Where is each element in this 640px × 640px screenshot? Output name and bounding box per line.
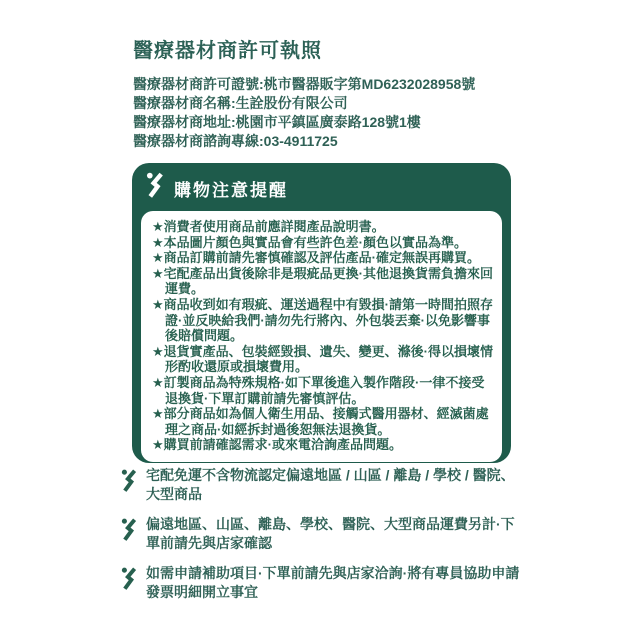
notice-bullet: ★商品訂購前請先審慎確認及評估產品·確定無誤再購買。 xyxy=(152,250,480,266)
note-text: 偏遠地區、山區、離島、學校、醫院、大型商品運費另計·下單前請先與店家確認 xyxy=(146,516,515,551)
notice-panel-header xyxy=(133,164,510,211)
shopping-notice-panel xyxy=(133,164,510,462)
notice-panel-title: 購物注意提醒 xyxy=(174,180,288,200)
shipping-notes xyxy=(121,466,521,613)
license-number-line: 醫療器材商許可證號:桃市醫器販字第MD6232028958號 xyxy=(133,76,476,92)
license-address-line: 醫療器材商地址:桃園市平鎮區廣泰路128號1樓 xyxy=(133,114,421,130)
notice-bullet: ★部分商品如為個人衛生用品、接觸式醫用器材、經滅菌處理之商品·如經拆封過後恕無法退換貨。 xyxy=(152,406,489,437)
license-hotline-line: 醫療器材商諮詢專線:03-4911725 xyxy=(133,133,338,149)
license-info xyxy=(133,75,510,151)
notice-bullet: ★消費者使用商品前應詳閱產品說明書。 xyxy=(152,219,385,234)
note-free-shipping xyxy=(121,466,521,504)
note-remote-area-fee xyxy=(121,515,521,553)
brand-spark-icon xyxy=(121,567,138,596)
notice-bullet-list xyxy=(152,219,494,453)
notice-bullet: ★商品收到如有瑕疵、運送過程中有毀損·請第一時間拍照存證·並反映給我們·請勿先行將內、外包裝丟棄·以免影響事後賠償問題。 xyxy=(152,296,493,344)
notice-bullet: ★本品圖片顏色與實品會有些許色差·顏色以實品為準。 xyxy=(152,234,467,250)
page-title: 醫療器材商許可執照 xyxy=(133,40,322,62)
brand-spark-icon xyxy=(146,172,165,204)
note-subsidy-invoice xyxy=(121,564,521,602)
notice-panel-body xyxy=(141,211,502,462)
brand-spark-icon xyxy=(121,469,138,498)
notice-bullet: ★購買前請確認需求·或來電洽詢產品問題。 xyxy=(152,437,402,453)
note-text: 宅配免運不含物流認定偏遠地區 / 山區 / 離島 / 學校 / 醫院、大型商品 xyxy=(146,467,515,502)
notice-bullet: ★訂製商品為特殊規格·如下單後進入製作階段·一律不接受退換貨·下單訂購前請先審慎評估。 xyxy=(152,374,485,406)
license-section xyxy=(133,34,510,470)
notice-bullet: ★宅配產品出貨後除非是瑕疵品更換·其他退換貨需負擔來回運費。 xyxy=(152,265,493,297)
notice-bullet: ★退貨實產品、包裝經毀損、遺失、變更、滌後·得以損壞情形酌收還原或損壞費用。 xyxy=(152,343,493,375)
note-text: 如需申請補助項目·下單前請先與店家洽詢·將有專員協助申請發票明細開立事宜 xyxy=(146,565,520,600)
brand-spark-icon xyxy=(121,518,138,547)
license-company-line: 醫療器材商名稱:生詮股份有限公司 xyxy=(133,95,348,111)
